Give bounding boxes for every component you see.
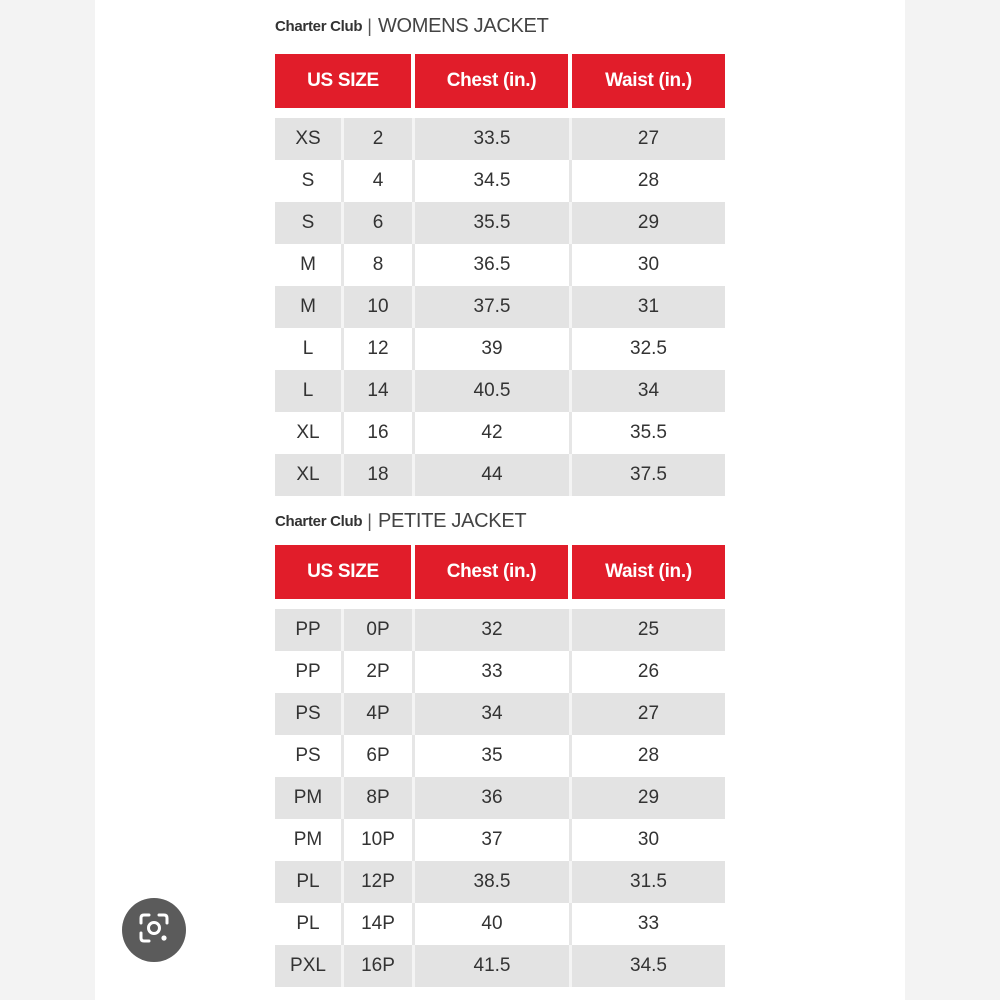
cell-waist: 27 [637,703,660,724]
cell-numeric-size: 14 [344,370,415,412]
cell-chest: 38.5 [415,861,572,903]
table-row [275,819,725,861]
header-chest: Chest (in.) [415,545,568,599]
cell-chest: 35.5 [415,202,572,244]
header-us-size: US SIZE [275,545,411,599]
cell-chest: 34.5 [415,160,572,202]
cell-waist: 33 [637,913,660,934]
table-row [275,945,725,987]
cell-letter-size: PXL [275,945,344,987]
cell-numeric-size: 16 [344,412,415,454]
brand-name: Charter Club [275,512,363,530]
chart-title [275,11,725,41]
cell-numeric-size: 6 [344,202,415,244]
cell-waist: 26 [637,661,660,682]
cell-chest: 39 [415,328,572,370]
right-margin [905,0,1000,1000]
cell-letter-size: PP [275,651,344,693]
cell-waist: 30 [637,829,660,850]
cell-numeric-size: 18 [344,454,415,496]
cell-waist: 29 [637,787,660,808]
cell-numeric-size: 4 [344,160,415,202]
cell-letter-size: PS [275,735,344,777]
size-chart-womens [275,11,725,496]
header-waist: Waist (in.) [572,54,725,108]
cell-chest: 37.5 [415,286,572,328]
cell-letter-size: L [275,370,344,412]
header-waist: Waist (in.) [572,545,725,599]
cell-numeric-size: 6P [344,735,415,777]
cell-letter-size: M [275,244,344,286]
cell-chest: 36.5 [415,244,572,286]
cell-letter-size: M [275,286,344,328]
cell-chest: 35 [415,735,572,777]
table-row [275,735,725,777]
table-row [275,903,725,945]
size-chart-petite [275,506,725,987]
cell-numeric-size: 16P [344,945,415,987]
cell-waist: 28 [637,170,660,191]
cell-waist: 25 [637,619,660,640]
table-header [275,545,725,599]
cell-chest: 37 [415,819,572,861]
cell-chest: 34 [415,693,572,735]
cell-waist: 31 [637,296,660,317]
cell-numeric-size: 4P [344,693,415,735]
cell-chest: 40.5 [415,370,572,412]
cell-numeric-size: 12 [344,328,415,370]
cell-numeric-size: 12P [344,861,415,903]
chart-title [275,506,725,536]
cell-letter-size: L [275,328,344,370]
cell-letter-size: PM [275,819,344,861]
cell-letter-size: PL [275,861,344,903]
chart-subtitle: PETITE JACKET [377,509,527,532]
cell-waist: 28 [637,745,660,766]
title-separator: | [367,510,372,531]
table-row [275,609,725,651]
cell-chest: 32 [415,609,572,651]
cell-numeric-size: 14P [344,903,415,945]
cell-numeric-size: 2P [344,651,415,693]
cell-letter-size: S [275,202,344,244]
table-row [275,244,725,286]
cell-numeric-size: 0P [344,609,415,651]
cell-waist: 34.5 [630,955,667,976]
cell-waist: 30 [637,254,660,275]
table-body [275,118,725,496]
table-row [275,118,725,160]
table-row [275,370,725,412]
cell-letter-size: XL [275,454,344,496]
title-separator: | [367,15,372,36]
left-margin [0,0,95,1000]
cell-numeric-size: 2 [344,118,415,160]
cell-letter-size: XL [275,412,344,454]
cell-letter-size: PP [275,609,344,651]
cell-letter-size: PS [275,693,344,735]
cell-numeric-size: 8P [344,777,415,819]
table-row [275,286,725,328]
cell-waist: 27 [637,128,660,149]
cell-letter-size: XS [275,118,344,160]
cell-waist: 37.5 [630,464,667,485]
table-row [275,328,725,370]
image-search-button[interactable] [122,898,186,962]
brand-name: Charter Club [275,17,363,35]
cell-waist: 29 [637,212,660,233]
table-row [275,160,725,202]
cell-chest: 33.5 [415,118,572,160]
table-row [275,454,725,496]
cell-chest: 42 [415,412,572,454]
cell-letter-size: S [275,160,344,202]
table-body [275,609,725,987]
cell-numeric-size: 10P [344,819,415,861]
table-header [275,54,725,108]
cell-numeric-size: 8 [344,244,415,286]
cell-chest: 41.5 [415,945,572,987]
header-us-size: US SIZE [275,54,411,108]
table-row [275,202,725,244]
image-search-icon [137,911,171,950]
cell-waist: 35.5 [630,422,667,443]
cell-numeric-size: 10 [344,286,415,328]
chart-subtitle: WOMENS JACKET [377,14,549,37]
cell-letter-size: PL [275,903,344,945]
cell-chest: 40 [415,903,572,945]
header-chest: Chest (in.) [415,54,568,108]
cell-chest: 33 [415,651,572,693]
table-row [275,651,725,693]
table-row [275,693,725,735]
table-row [275,777,725,819]
table-row [275,412,725,454]
cell-chest: 36 [415,777,572,819]
cell-chest: 44 [415,454,572,496]
cell-waist: 31.5 [630,871,667,892]
cell-waist: 34 [637,380,660,401]
table-row [275,861,725,903]
cell-letter-size: PM [275,777,344,819]
cell-waist: 32.5 [630,338,667,359]
